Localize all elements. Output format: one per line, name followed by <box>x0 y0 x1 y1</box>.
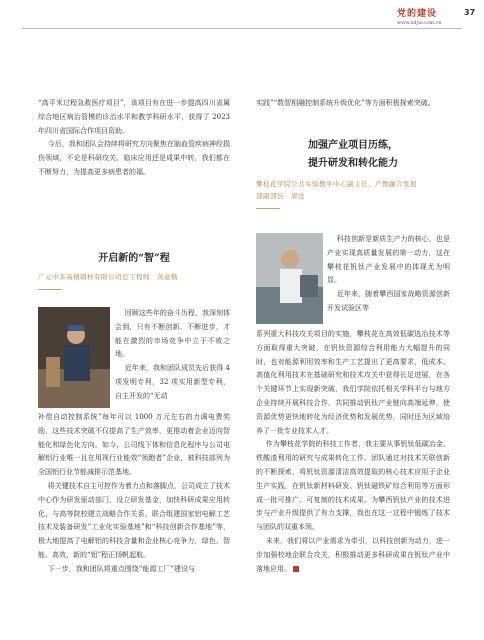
closing-text: 未来，我们将以产业需求为牵引，以科技创新为动力，进一步加强校地企联合攻关，积极推动更多科研成果在钒钛产业中落地应用。 <box>256 536 450 573</box>
paragraph: “高平米过程急救医疗项目”，该项目有在进一步提高四川省属综合地区病治管模的诊治水平和教学科研水平，获得了 2023 年四川省国际合作项目资助。 <box>38 99 230 135</box>
author-byline-line1: 攀枝花学院公共实验教学中心副主任、产教融合发展 <box>256 180 417 188</box>
paragraph: 近年来，我和团队成员先后获得 4 项发明专利，32 项实用新型专利，自主开发的“无动 <box>115 364 230 400</box>
researcher-photo-illustration <box>256 233 323 324</box>
col1-top-text <box>38 97 230 180</box>
logo-url: www.sdjw.com.cn <box>397 20 442 26</box>
section1-header <box>38 249 230 290</box>
section-title: 开启新的“智”程 <box>98 253 170 264</box>
section-title-line2: 提升研发和转化能力 <box>308 158 398 169</box>
col1-narrow-text <box>115 307 230 404</box>
paragraph: 今后，我和团队会持续将研究方向聚焦在脑血管疾病神经损伤领域，不论是科研攻关、临床应用还是成果中转，我们都在不断努力，为提高更多病患者的福。 <box>38 140 230 176</box>
author-byline-line2: 部副部长 唐亮 <box>256 192 305 200</box>
page-number: 37 <box>464 8 476 17</box>
paragraph <box>256 535 450 576</box>
section-title-line1: 加强产业项目历练， <box>308 140 398 151</box>
section2-header <box>256 136 450 209</box>
magazine-logo <box>397 6 461 24</box>
worker-photo-illustration <box>38 307 110 408</box>
col2-full-text <box>256 328 450 576</box>
logo-title: 党的建设 <box>397 9 438 19</box>
paragraph: 补偿自动控制系统”每年可以 1000 万元左右的力调电费奖励，这些技术突破不仅提高了生产效率，更推动着企业迈向智能化和绿色化方向。如今，公司线下体和信息化程序与公司电解铝行业唯一且在用视行业能效“领跑者”企业，被科技部列为全国铝行业节能减排示范基地。 <box>38 413 230 477</box>
byline-rule <box>38 289 62 290</box>
article-end-mark <box>293 566 299 572</box>
col2-narrow-text <box>327 233 450 316</box>
col1-full-text <box>38 411 230 577</box>
paragraph: 近年来，随着攀西国家战略资源创新开发试验区等 <box>327 290 450 312</box>
author-byline: 广元中多高精钢材有限公司总工程师 黄意勤 <box>38 273 178 281</box>
worker-photo <box>38 307 110 408</box>
researcher-photo <box>256 233 323 324</box>
paragraph: 科技创新是新质生产力的核心，也是产业实现高质量发展的第一动力，这在攀枝花钒钛产业发展中的体现尤为明显。 <box>327 235 450 285</box>
paragraph: 回顾这些年的奋斗历程，我深刻体会到，只有不断创新、不断进步，才能在激烈的市场竞争中立于不败之地。 <box>115 309 230 359</box>
byline-rule <box>256 208 280 209</box>
paragraph: 将关键技术自主可控作为着力点和落脚点，公司成立了技术中心作为研发驱动部门，设立研发基金，加快科研成果应用转化，与高等院校建立战略合作关系，联合组建国家铝电解工艺技术及装备研发”工业化实验基地”和“科技创新合作基地”等，极大地提高了电解铝的科技含量和企业核心竞争力，绿色、智能、高效、新的“铝”程正扬帆起航。 <box>38 481 230 559</box>
paragraph: 实践”“数智相融控制系统升级优化”等方面积极探索突破。 <box>256 99 435 107</box>
header-rule <box>22 28 462 29</box>
paragraph: 作为攀枝花学院的科技工作者，我主要从事钒钛低碳冶金、铁酸渣利用的研究与成果转化工作。团队通过对技术关联创新的不断探索，将钒钛资源清洁高效提取的核心技术应用于企业生产实践，在钒钛新材料研发、钒钛磁铁矿综合利用等方面形成一批可推广、可复制的技术成果，为攀西钒钛产业的技术进步与产业升级提供了有力支撑，我也在这一过程中锻炼了技术与团队的双重本领。 <box>256 440 450 532</box>
paragraph: 下一步，我和团队将重点围绕“能源工厂”建设与 <box>47 564 195 573</box>
paragraph: 系列重大科技攻关项目的实施，攀枝花在高效低碳选冶技术等方面取得重大突破，在钒钛资源综合利用能力大幅提升的同时，也对能源利用效率和生产工艺提出了更高要求，低成本、高值化利用技术在基础研究和技术攻关中获得长足进展，在各个关键环节上实现新突破，我们学院依托相关学科平台与地方企业持续开展科技合作，共同推动钒钛产业链向高端延伸，使资源优势更快地转化为经济优势和发展优势，同时还为区域培养了一批专业技术人才。 <box>256 330 450 435</box>
col2-top-text <box>256 97 450 111</box>
